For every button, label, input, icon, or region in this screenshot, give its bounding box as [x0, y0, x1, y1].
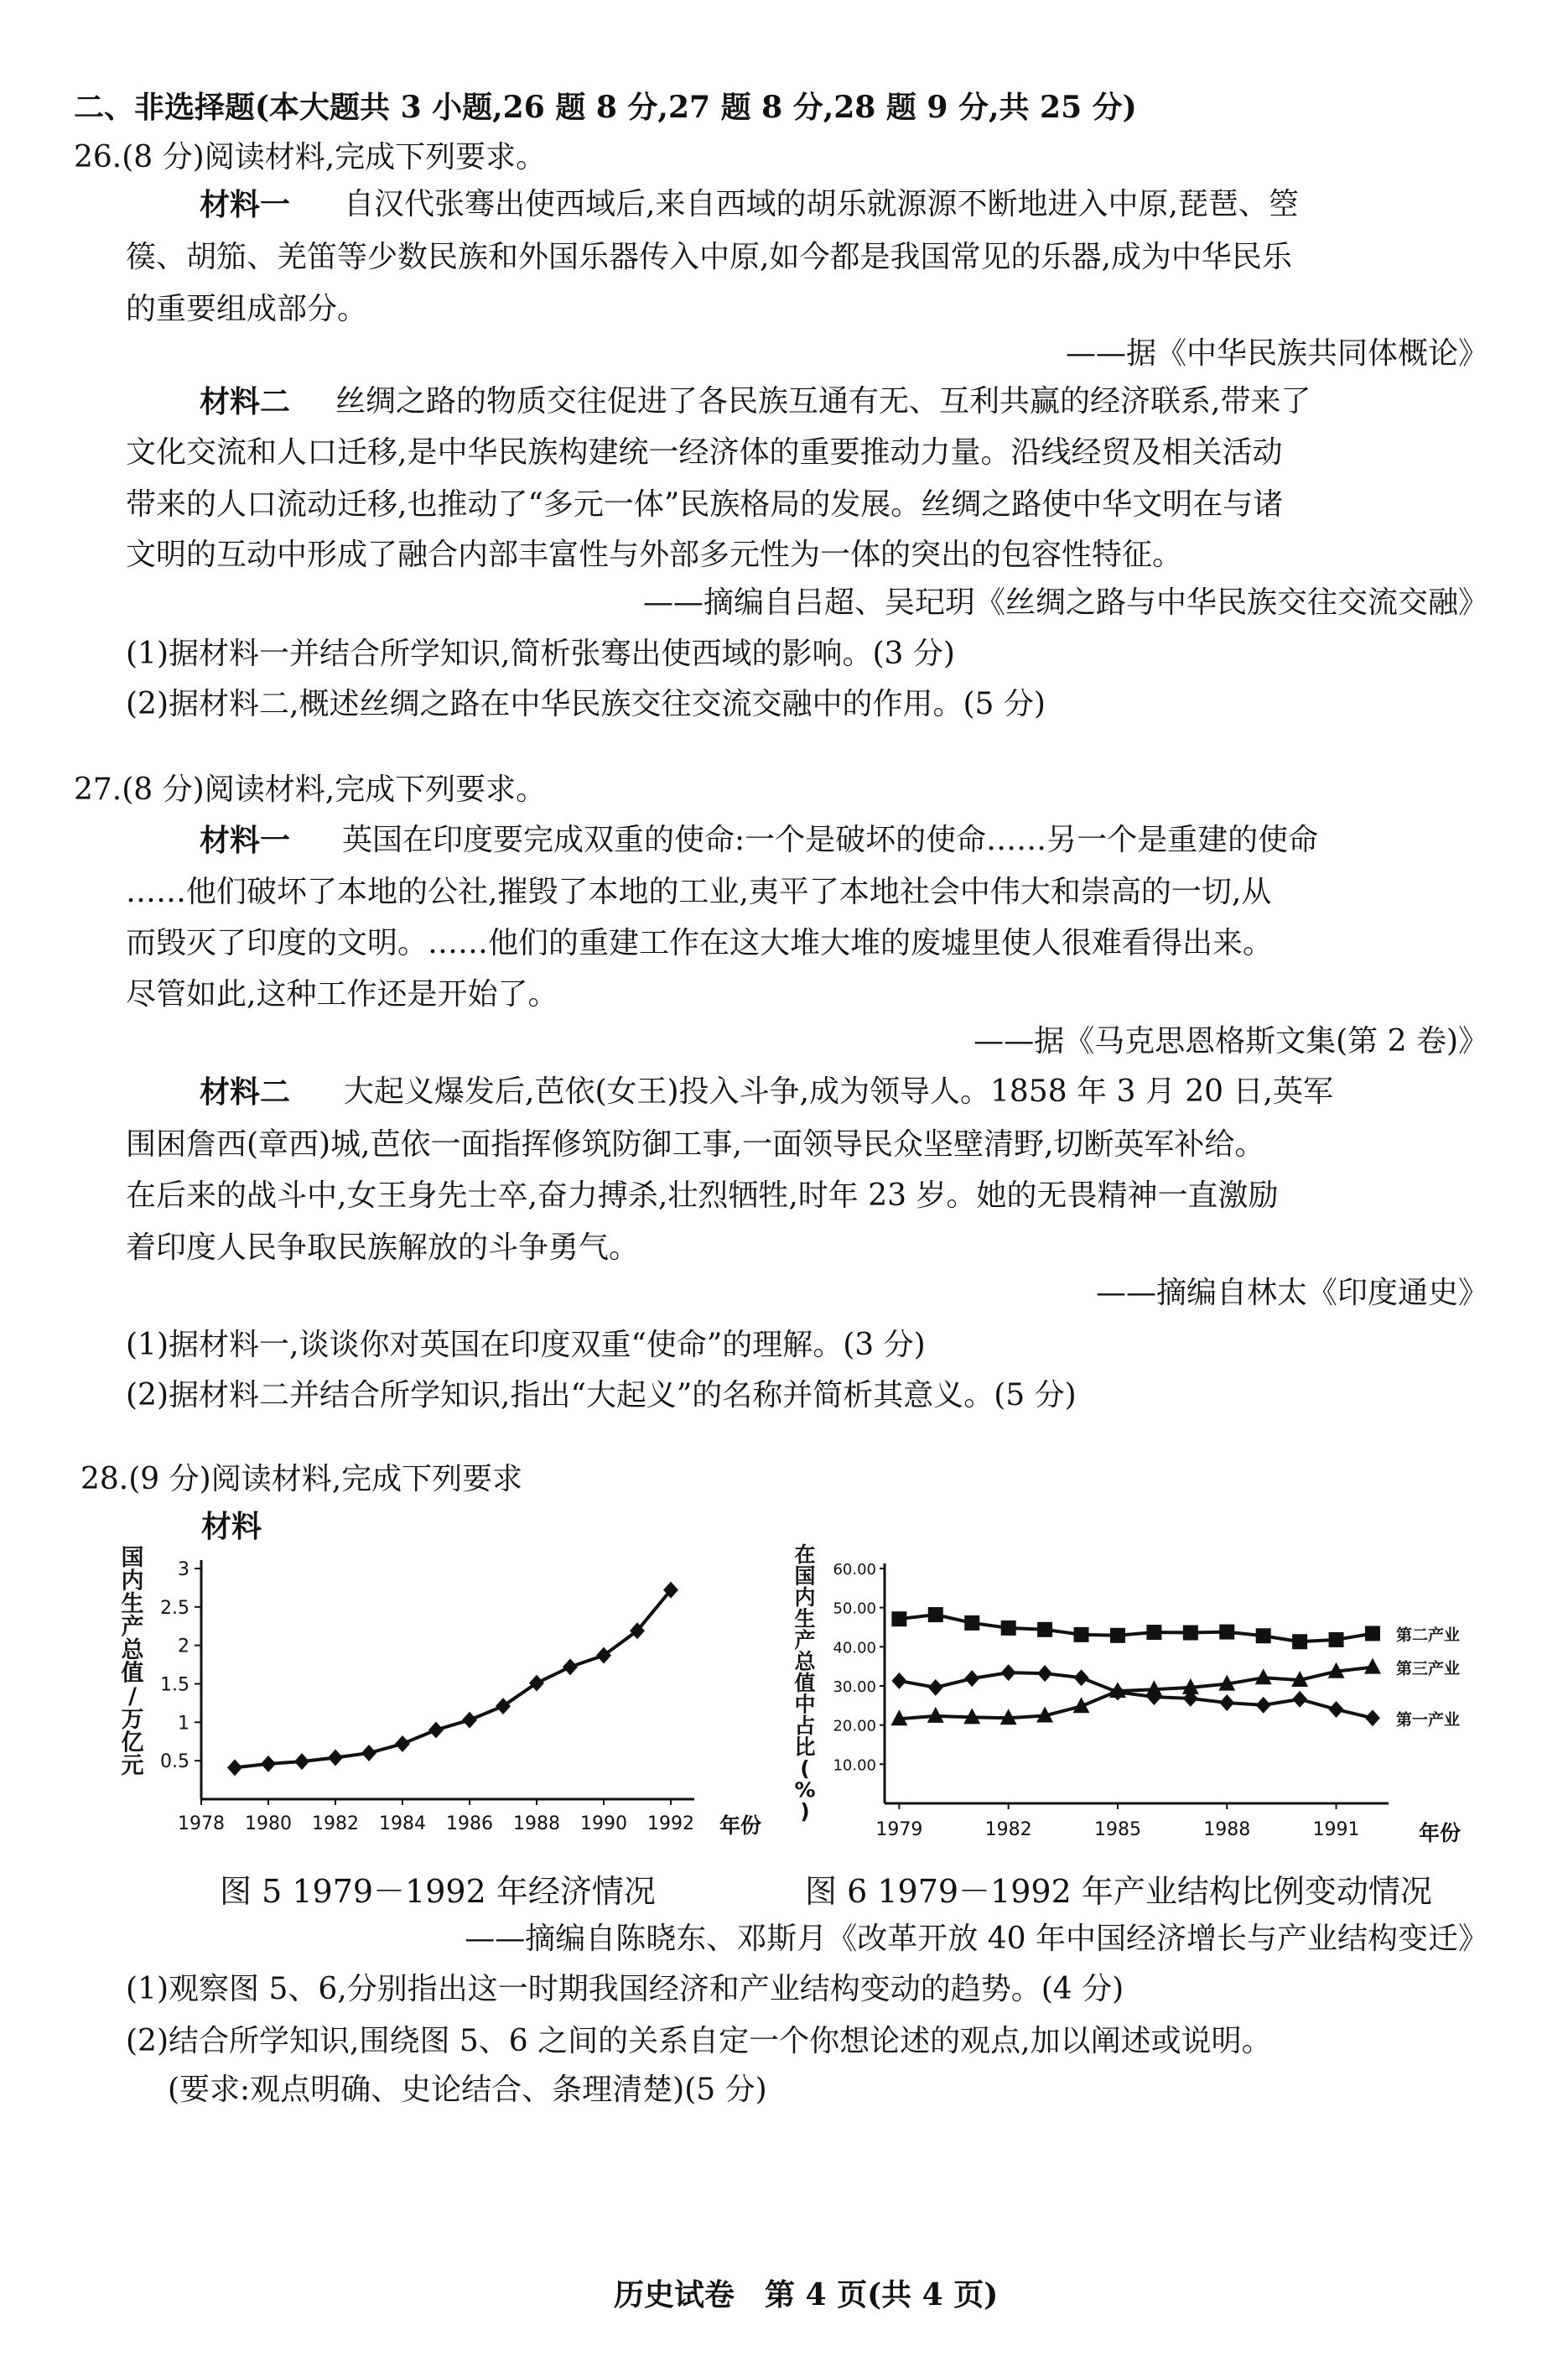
q27-material1-source: ——据《马克思恩格斯文集(第 2 卷)》: [974, 1024, 1488, 1059]
q26-question2: (2)据材料二,概述丝绸之路在中华民族交往交流交融中的作用。(5 分): [126, 687, 1046, 721]
x-tick-label: 1980: [245, 1813, 292, 1834]
gdp-point: [563, 1658, 578, 1675]
x-tick-label: 1984: [379, 1813, 426, 1834]
q27-material2-line: 着印度人民争取民族解放的斗争勇气。: [126, 1230, 640, 1265]
y-tick-label: 40.00: [833, 1639, 876, 1657]
industry-series-point: [1074, 1669, 1089, 1686]
x-tick-label: 1978: [178, 1813, 225, 1834]
q27-question2: (2)据材料二并结合所学知识,指出“大起义”的名称并简析其意义。(5 分): [126, 1378, 1077, 1412]
y-tick-label: 2.5: [160, 1597, 190, 1619]
industry-series-point: [1219, 1694, 1234, 1711]
industry-series-point: [1001, 1664, 1016, 1681]
y-tick-label: 50.00: [833, 1600, 876, 1618]
q26-material1-label: 材料一: [200, 187, 291, 222]
industry-series-point: [1110, 1628, 1125, 1643]
figure6-caption: 图 6 1979－1992 年产业结构比例变动情况: [805, 1873, 1432, 1910]
y-tick-label: 20.00: [833, 1717, 876, 1735]
industry-series-point: [1110, 1683, 1125, 1700]
industry-series-point: [928, 1679, 943, 1696]
q27-heading: 27.(8 分)阅读材料,完成下列要求。: [74, 773, 547, 807]
q26-question1: (1)据材料一并结合所学知识,简析张骞出使西域的影响。(3 分): [126, 637, 955, 671]
y-axis-title: 在国内生产总值中占比( % ): [794, 1543, 816, 1823]
y-tick-label: 60.00: [833, 1561, 876, 1579]
q27-material2-source: ——摘编自林太《印度通史》: [1095, 1276, 1488, 1310]
y-tick-label: 3: [178, 1559, 190, 1580]
q28-question2-requirements: (要求:观点明确、史论结合、条理清楚)(5 分): [168, 2073, 767, 2107]
industry-series-point: [1365, 1709, 1380, 1726]
x-tick-label: 1991: [1312, 1819, 1360, 1840]
x-tick-label: 1990: [580, 1813, 627, 1834]
q26-material1-source: ——据《中华民族共同体概论》: [1065, 336, 1488, 371]
q28-question2: (2)结合所学知识,围绕图 5、6 之间的关系自定一个你想论述的观点,加以阐述或说明。: [126, 2024, 1272, 2058]
q26-material2-label: 材料二: [200, 384, 291, 419]
y-tick-label: 30.00: [833, 1678, 876, 1696]
x-tick-label: 1982: [312, 1813, 359, 1834]
y-tick-label: 1.5: [160, 1674, 190, 1696]
x-tick-label: 1988: [513, 1813, 560, 1834]
q27-material2-line: 大起义爆发后,芭依(女王)投入斗争,成为领导人。1858 年 3 月 20 日,英军: [344, 1074, 1333, 1109]
gdp-point: [395, 1735, 410, 1752]
industry-series-point: [1001, 1620, 1016, 1636]
q27-material2-label: 材料二: [200, 1074, 291, 1110]
gdp-point: [361, 1745, 376, 1761]
industry-series-point: [1365, 1626, 1380, 1641]
q26-material2-line: 文明的互动中形成了融合内部丰富性与外部多元性为一体的突出的包容性特征。: [126, 538, 1183, 572]
series-label: 第二产业: [1395, 1626, 1460, 1645]
y-tick-label: 1: [178, 1713, 190, 1735]
x-axis-title: 年份: [1419, 1821, 1462, 1845]
industry-series-point: [1183, 1626, 1198, 1641]
q26-material1-line: 篌、胡笳、羌笛等少数民族和外国乐器传入中原,如今都是我国常见的乐器,成为中华民乐: [126, 240, 1292, 274]
section-title: 二、非选择题(本大题共 3 小题,26 题 8 分,27 题 8 分,28 题 9 分,共 25 分): [74, 90, 1137, 125]
gdp-point: [496, 1698, 511, 1714]
industry-series-point: [1329, 1632, 1344, 1647]
industry-series-point: [964, 1670, 979, 1687]
gdp-point: [529, 1675, 544, 1692]
q26-material2-line: 带来的人口流动迁移,也推动了“多元一体”民族格局的发展。丝绸之路使中华文明在与诸: [126, 487, 1284, 522]
gdp-point: [428, 1722, 444, 1739]
industry-series-point: [928, 1607, 943, 1622]
q28-question1: (1)观察图 5、6,分别指出这一时期我国经济和产业结构变动的趋势。(4 分): [126, 1972, 1124, 2006]
gdp-point: [328, 1750, 343, 1766]
q27-question1: (1)据材料一,谈谈你对英国在印度双重“使命”的理解。(3 分): [126, 1328, 926, 1362]
q28-source: ——摘编自陈晓东、邓斯月《改革开放 40 年中国经济增长与产业结构变迁》: [465, 1922, 1488, 1956]
page-footer: 历史试卷 第 4 页(共 4 页): [614, 2277, 999, 2312]
x-tick-label: 1982: [984, 1819, 1032, 1840]
q26-material2-line: 丝绸之路的物质交往促进了各民族互通有无、互利共赢的经济联系,带来了: [335, 384, 1311, 419]
gdp-point: [261, 1756, 276, 1772]
q26-material1-line: 的重要组成部分。: [126, 292, 368, 326]
industry-series-point: [1146, 1625, 1161, 1640]
y-tick-label: 2: [178, 1636, 190, 1657]
q27-material2-line: 在后来的战斗中,女王身先士卒,奋力搏杀,壮烈牺牲,时年 23 岁。她的无畏精神一直激励: [126, 1178, 1279, 1213]
industry-series-point: [1329, 1701, 1344, 1718]
series-label: 第三产业: [1395, 1659, 1460, 1678]
y-tick-label: 0.5: [160, 1751, 190, 1773]
x-tick-label: 1979: [875, 1819, 923, 1840]
industry-series-point: [1037, 1622, 1052, 1637]
x-tick-label: 1986: [446, 1813, 493, 1834]
x-tick-label: 1988: [1203, 1819, 1251, 1840]
q27-material1-label: 材料一: [200, 823, 291, 858]
q26-material2-source: ——摘编自吕超、吴玘玥《丝绸之路与中华民族交往交流交融》: [642, 585, 1488, 620]
gdp-point: [462, 1712, 477, 1729]
gdp-point: [294, 1753, 309, 1770]
q27-material1-line: 而毁灭了印度的文明。……他们的重建工作在这大堆大堆的废墟里使人很难看得出来。: [126, 926, 1274, 960]
figure5-gdp-chart: [101, 1543, 771, 1862]
q27-material1-line: 尽管如此,这种工作还是开始了。: [126, 977, 558, 1012]
q27-material1-line: 英国在印度要完成双重的使命:一个是破坏的使命……另一个是重建的使命: [342, 823, 1319, 857]
industry-series-point: [1037, 1665, 1052, 1682]
industry-series-point: [891, 1611, 906, 1626]
q28-heading: 28.(9 分)阅读材料,完成下列要求: [80, 1462, 523, 1496]
q28-material-label: 材料: [201, 1509, 262, 1544]
gdp-point: [227, 1759, 242, 1776]
series-label: 第一产业: [1395, 1710, 1460, 1730]
industry-series-point: [1256, 1697, 1271, 1714]
industry-series-point: [1292, 1691, 1307, 1708]
industry-series-point: [964, 1615, 979, 1631]
x-axis-title: 年份: [719, 1813, 762, 1838]
x-tick-label: 1992: [647, 1813, 694, 1834]
q26-material2-line: 文化交流和人口迁移,是中华民族构建统一经济体的重要推动力量。沿线经贸及相关活动: [126, 435, 1283, 470]
industry-series-point: [1256, 1628, 1271, 1643]
gdp-line: [235, 1590, 671, 1768]
industry-series-point: [1074, 1627, 1089, 1642]
y-axis-title: 国内生产总值/万亿元: [121, 1545, 144, 1779]
q26-heading: 26.(8 分)阅读材料,完成下列要求。: [74, 140, 547, 174]
industry-series-point: [1364, 1658, 1381, 1674]
q27-material2-line: 围困詹西(章西)城,芭依一面指挥修筑防御工事,一面领导民众坚壁清野,切断英军补给。: [126, 1127, 1265, 1162]
industry-series-point: [1292, 1634, 1307, 1649]
figure6-industry-structure-chart: [780, 1543, 1518, 1862]
q26-material1-line: 自汉代张骞出使西域后,来自西域的胡乐就源源不断地进入中原,琵琶、箜: [344, 187, 1299, 221]
industry-series-point: [1219, 1625, 1234, 1640]
figure5-caption: 图 5 1979－1992 年经济情况: [220, 1873, 656, 1910]
q27-material1-line: ……他们破坏了本地的公社,摧毁了本地的工业,夷平了本地社会中伟大和崇高的一切,从: [126, 875, 1272, 909]
x-tick-label: 1985: [1093, 1819, 1141, 1840]
industry-series-point: [891, 1673, 906, 1689]
y-tick-label: 10.00: [833, 1756, 876, 1775]
